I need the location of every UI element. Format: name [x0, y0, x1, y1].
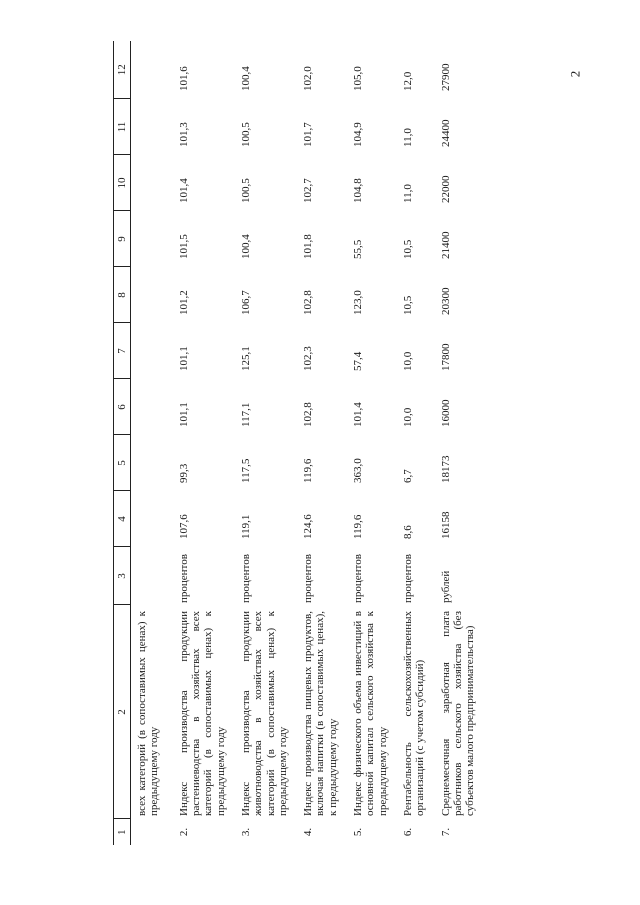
value-cell: 17800 — [439, 343, 452, 371]
value-cell: 107,6 — [177, 514, 190, 539]
value-cell: 57,4 — [352, 351, 365, 371]
value-cell: 101,8 — [302, 234, 315, 259]
table-row — [297, 41, 347, 845]
indicators-table — [113, 41, 485, 845]
indicator-name: всех категорий (в сопоставимых ценах) к предыдущему году — [136, 611, 161, 816]
value-cell: 22000 — [439, 175, 452, 203]
value-cell: 100,5 — [239, 122, 252, 147]
row-number: 6. — [402, 827, 414, 837]
value-cell: 12,0 — [402, 71, 414, 91]
column-number-1: 1 — [114, 819, 131, 845]
row-number: 3. — [239, 827, 252, 837]
value-cell: 11,0 — [402, 128, 414, 147]
unit-cell — [131, 547, 173, 605]
value-cell: 104,9 — [352, 122, 365, 147]
unit-cell: процентов — [239, 554, 252, 603]
value-cell — [131, 41, 173, 99]
value-cell: 101,2 — [177, 290, 190, 315]
rotated-table-container — [113, 41, 531, 845]
value-cell — [131, 435, 173, 491]
value-cell: 27900 — [439, 63, 452, 91]
value-cell — [131, 323, 173, 379]
table-row — [131, 41, 173, 845]
value-cell: 117,1 — [239, 402, 252, 427]
value-cell: 101,6 — [177, 66, 190, 91]
unit-cell: процентов — [402, 554, 414, 603]
column-number-6: 6 — [114, 379, 131, 435]
value-cell: 102,3 — [302, 346, 315, 371]
table-row — [397, 41, 435, 845]
row-number — [131, 819, 173, 845]
value-cell: 117,5 — [239, 458, 252, 483]
value-cell: 102,8 — [302, 290, 315, 315]
value-cell — [131, 379, 173, 435]
value-cell: 101,7 — [302, 122, 315, 147]
indicator-name: Индекс производства пищевых продуктов, включая напитки (в сопоставимых ценах), к предыдущему году — [302, 611, 339, 816]
value-cell: 11,0 — [402, 184, 414, 203]
table-row — [235, 41, 297, 845]
value-cell: 119,6 — [302, 458, 315, 483]
value-cell: 21400 — [439, 231, 452, 259]
row-number: 5. — [352, 827, 365, 837]
table-row — [347, 41, 397, 845]
table-row — [173, 41, 235, 845]
unit-cell: процентов — [352, 554, 365, 603]
table-body — [131, 41, 485, 845]
value-cell: 99,3 — [177, 463, 190, 483]
row-number: 7. — [439, 827, 452, 837]
value-cell: 8,6 — [402, 525, 414, 539]
value-cell: 101,5 — [177, 234, 190, 259]
value-cell: 100,4 — [239, 66, 252, 91]
value-cell: 20300 — [439, 287, 452, 315]
row-number: 4. — [302, 827, 315, 837]
column-number-7: 7 — [114, 323, 131, 379]
value-cell: 119,1 — [239, 514, 252, 539]
value-cell: 363,0 — [352, 458, 365, 483]
table-row — [435, 41, 485, 845]
value-cell — [131, 491, 173, 547]
value-cell: 102,8 — [302, 402, 315, 427]
column-number-11: 11 — [114, 99, 131, 155]
unit-cell: рублей — [439, 570, 452, 603]
value-cell — [131, 267, 173, 323]
column-numbers-row — [114, 41, 131, 845]
column-number-12: 12 — [114, 41, 131, 99]
value-cell: 106,7 — [239, 290, 252, 315]
value-cell: 124,6 — [302, 514, 315, 539]
value-cell: 10,0 — [402, 407, 414, 427]
unit-cell: процентов — [302, 554, 315, 603]
column-number-4: 4 — [114, 491, 131, 547]
column-number-9: 9 — [114, 211, 131, 267]
value-cell: 102,7 — [302, 178, 315, 203]
indicator-name: Среднемесячная заработная плата работников сельского хозяйства (без субъектов малого предпринимательства) — [439, 611, 477, 816]
value-cell: 100,5 — [239, 178, 252, 203]
value-cell: 55,5 — [352, 239, 365, 259]
value-cell: 101,1 — [177, 346, 190, 371]
indicator-name: Индекс физического объема инвестиций в основной капитал сельского хозяйства к предыдущему году — [352, 611, 389, 816]
page-number: 2 — [567, 70, 583, 78]
value-cell: 101,3 — [177, 122, 190, 147]
value-cell: 18173 — [439, 455, 452, 483]
value-cell: 6,7 — [402, 469, 414, 483]
value-cell — [131, 155, 173, 211]
value-cell: 101,1 — [177, 402, 190, 427]
value-cell — [131, 99, 173, 155]
value-cell: 16158 — [439, 511, 452, 539]
value-cell: 105,0 — [352, 66, 365, 91]
value-cell: 16000 — [439, 399, 452, 427]
value-cell — [131, 211, 173, 267]
column-number-3: 3 — [114, 547, 131, 605]
indicator-name: Индекс производства продукции растениеводства в хозяйствах всех категорий (в сопоставимых ценах) к предыдущему году — [177, 611, 227, 816]
value-cell: 123,0 — [352, 290, 365, 315]
indicator-name: Индекс производства продукции животноводства в хозяйствах всех категорий (в сопоставимых ценах) к предыдущему году — [239, 611, 289, 816]
unit-cell: процентов — [177, 554, 190, 603]
value-cell: 102,0 — [302, 66, 315, 91]
value-cell: 101,4 — [177, 178, 190, 203]
row-number: 2. — [177, 827, 190, 837]
value-cell: 10,5 — [402, 295, 414, 315]
column-number-10: 10 — [114, 155, 131, 211]
value-cell: 119,6 — [352, 514, 365, 539]
value-cell: 100,4 — [239, 234, 252, 259]
value-cell: 10,5 — [402, 239, 414, 259]
indicator-name: Рентабельность сельскохозяйственных организаций (с учетом субсидий) — [402, 611, 427, 816]
value-cell: 104,8 — [352, 178, 365, 203]
column-number-8: 8 — [114, 267, 131, 323]
column-number-5: 5 — [114, 435, 131, 491]
value-cell: 125,1 — [239, 346, 252, 371]
column-number-2: 2 — [114, 605, 131, 819]
value-cell: 24400 — [439, 119, 452, 147]
value-cell: 101,4 — [352, 402, 365, 427]
value-cell: 10,0 — [402, 351, 414, 371]
